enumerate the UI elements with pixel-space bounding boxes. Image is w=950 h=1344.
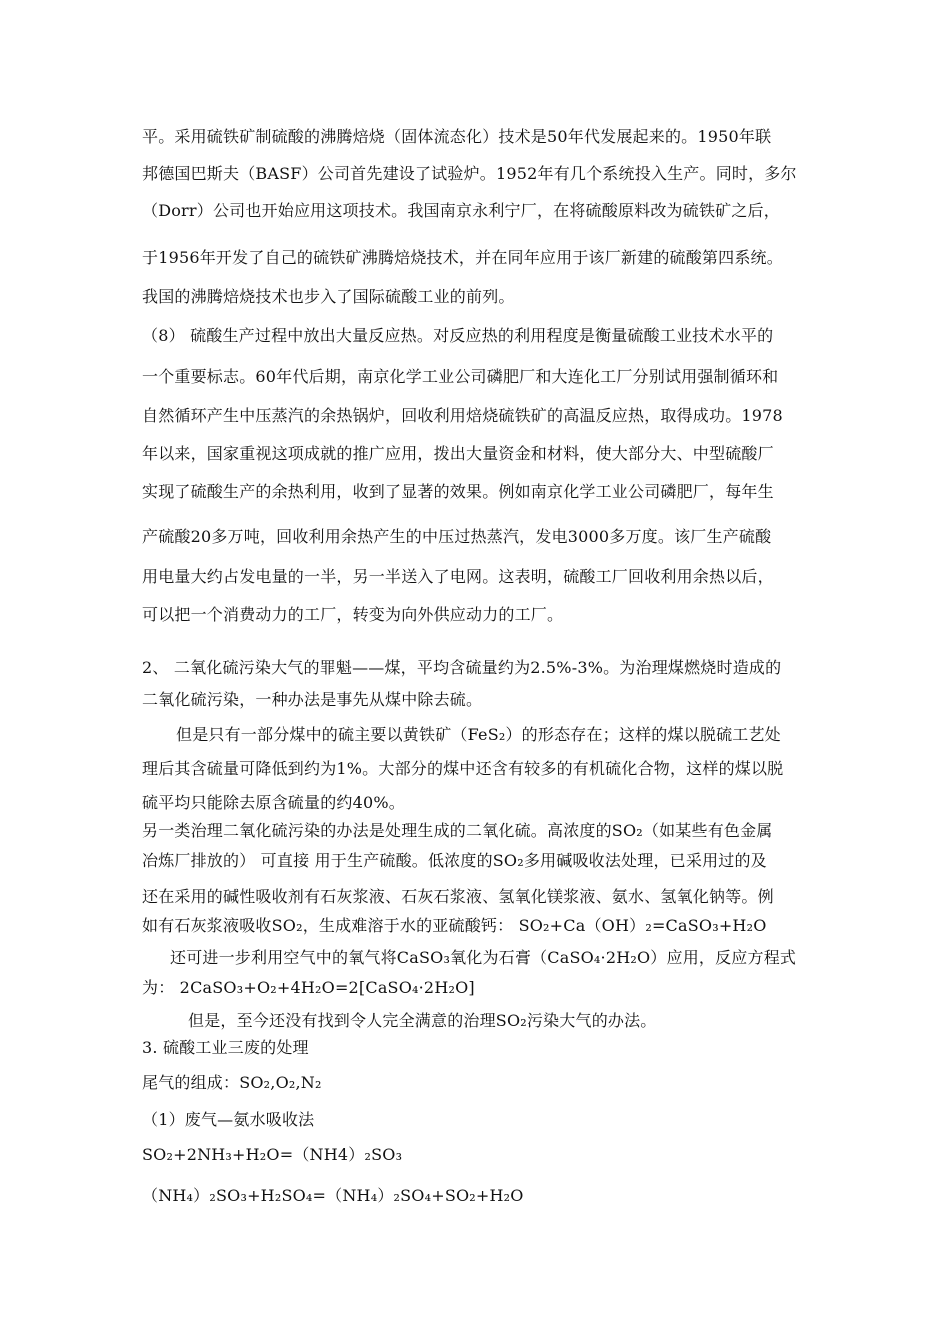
text-line: 我国的沸腾焙烧技术也步入了国际硫酸工业的前列。 bbox=[142, 287, 515, 306]
text-line: 用电量大约占发电量的一半，另一半送入了电网。这表明，硫酸工厂回收利用余热以后， bbox=[142, 567, 774, 586]
text-line: 产硫酸20多万吨，回收利用余热产生的中压过热蒸汽，发电3000多万度。该厂生产硫酸 bbox=[142, 527, 772, 546]
equation-line: （NH₄）₂SO₃+H₂SO₄=（NH₄）₂SO₄+SO₂+H₂O bbox=[142, 1186, 524, 1205]
text-line: 平。采用硫铁矿制硫酸的沸腾焙烧（固体流态化）技术是50年代发展起来的。1950年联 bbox=[142, 127, 772, 146]
text-line: 2、 二氧化硫污染大气的罪魁——煤，平均含硫量约为2.5%-3%。为治理煤燃烧时造成的 bbox=[142, 658, 782, 677]
text-line: 另一类治理二氧化硫污染的办法是处理生成的二氧化硫。高浓度的SO₂（如某些有色金属 bbox=[142, 821, 773, 840]
text-line: 于1956年开发了自己的硫铁矿沸腾焙烧技术，并在同年应用于该厂新建的硫酸第四系统。 bbox=[142, 248, 783, 267]
text-line: 实现了硫酸生产的余热利用，收到了显著的效果。例如南京化学工业公司磷肥厂，每年生 bbox=[142, 482, 774, 501]
text-line: 可以把一个消费动力的工厂，转变为向外供应动力的工厂。 bbox=[142, 605, 564, 624]
text-line: 二氧化硫污染，一种办法是事先从煤中除去硫。 bbox=[142, 690, 483, 709]
text-line: （Dorr）公司也开始应用这项技术。我国南京永利宁厂，在将硫酸原料改为硫铁矿之后， bbox=[142, 201, 780, 220]
text-line: 如有石灰浆液吸收SO₂，生成难溶于水的亚硫酸钙： SO₂+Ca（OH）₂=CaSO₃+H₂O bbox=[142, 916, 767, 935]
text-line: 硫平均只能除去原含硫量的约40%。 bbox=[142, 793, 405, 812]
text-line: 尾气的组成：SO₂,O₂,N₂ bbox=[142, 1073, 322, 1092]
equation-line: SO₂+2NH₃+H₂O=（NH4）₂SO₃ bbox=[142, 1145, 403, 1164]
text-line: 邦德国巴斯夫（BASF）公司首先建设了试验炉。1952年有几个系统投入生产。同时，多尔 bbox=[142, 164, 797, 183]
section-heading: 3. 硫酸工业三废的处理 bbox=[142, 1038, 309, 1057]
text-line: 一个重要标志。60年代后期，南京化学工业公司磷肥厂和大连化工厂分别试用强制循环和 bbox=[142, 367, 779, 386]
text-line: 年以来，国家重视这项成就的推广应用，拨出大量资金和材料，使大部分大、中型硫酸厂 bbox=[142, 444, 774, 463]
text-line: （1）废气—氨水吸收法 bbox=[142, 1110, 315, 1129]
text-line: 但是，至今还没有找到令人完全满意的治理SO₂污染大气的办法。 bbox=[188, 1011, 657, 1030]
text-line: （8） 硫酸生产过程中放出大量反应热。对反应热的利用程度是衡量硫酸工业技术水平的 bbox=[142, 326, 774, 345]
text-line: 还在采用的碱性吸收剂有石灰浆液、石灰石浆液、氢氧化镁浆液、氨水、氢氧化钠等。例 bbox=[142, 887, 774, 906]
text-line: 冶炼厂排放的） 可直接 用于生产硫酸。低浓度的SO₂多用碱吸收法处理，已采用过的及 bbox=[142, 851, 767, 870]
text-line: 理后其含硫量可降低到约为1%。大部分的煤中还含有较多的有机硫化合物，这样的煤以脱 bbox=[142, 759, 784, 778]
text-line: 还可进一步利用空气中的氧气将CaSO₃氧化为石膏（CaSO₄·2H₂O）应用，反应方程式 bbox=[170, 948, 797, 967]
text-line: 但是只有一部分煤中的硫主要以黄铁矿（FeS₂）的形态存在；这样的煤以脱硫工艺处 bbox=[176, 725, 781, 744]
text-line: 自然循环产生中压蒸汽的余热锅炉，回收利用焙烧硫铁矿的高温反应热，取得成功。1978 bbox=[142, 406, 783, 425]
text-line: 为： 2CaSO₃+O₂+4H₂O=2[CaSO₄·2H₂O] bbox=[142, 978, 475, 997]
